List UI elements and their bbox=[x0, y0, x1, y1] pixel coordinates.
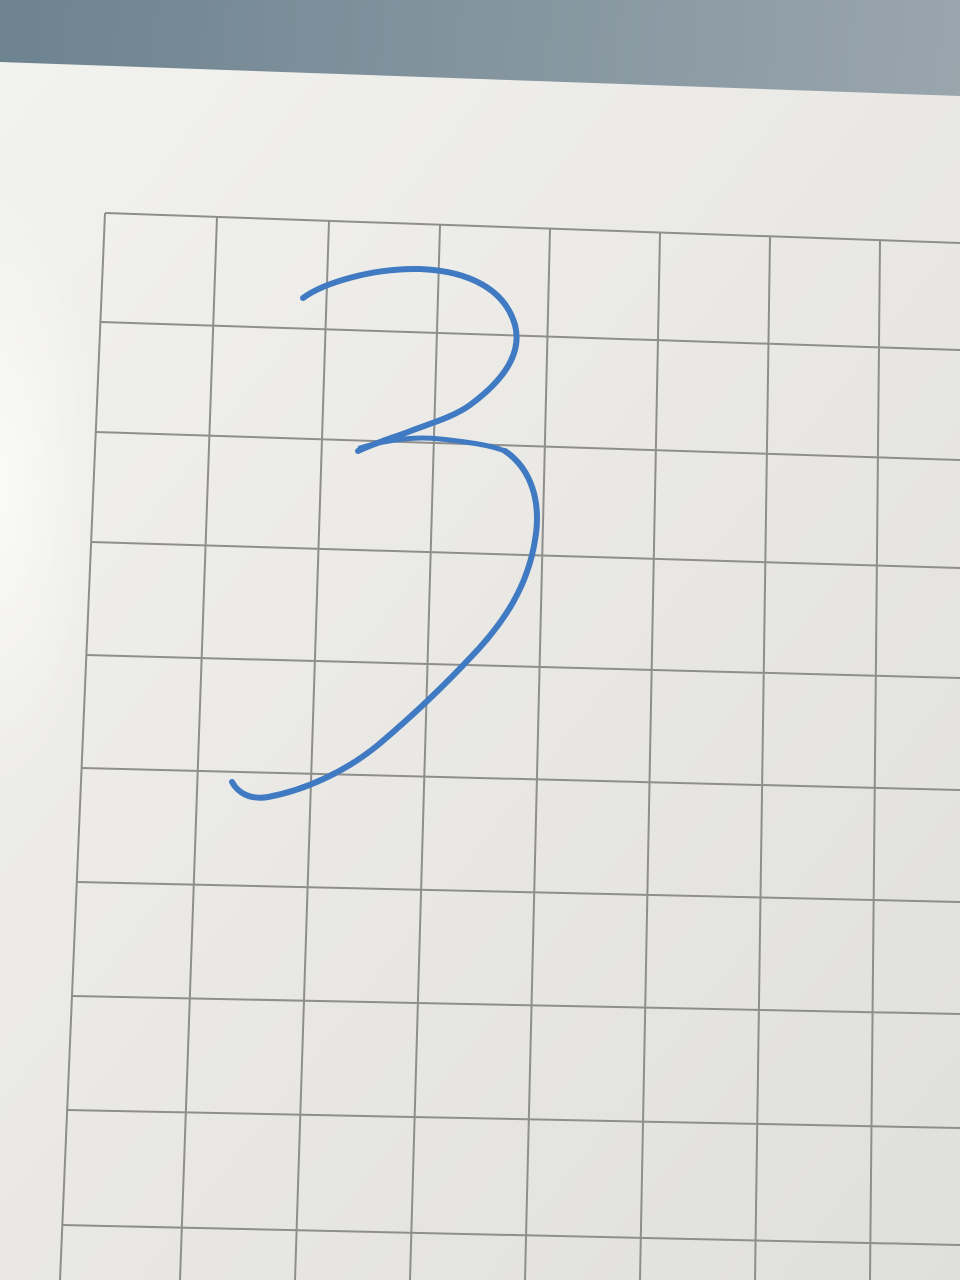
paper-glare bbox=[0, 62, 420, 1280]
